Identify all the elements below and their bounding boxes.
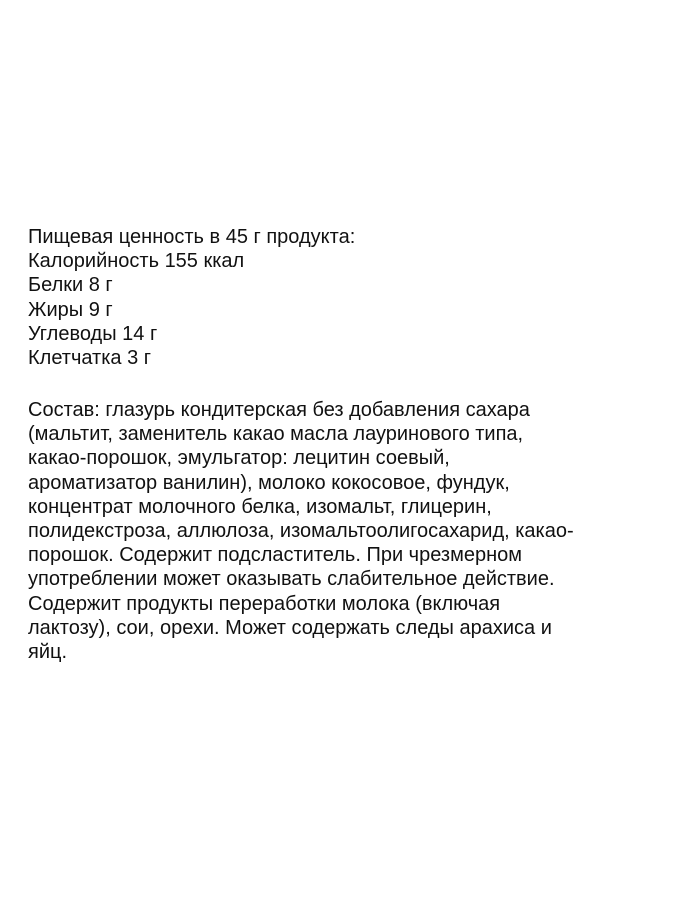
composition-line: (мальтит, заменитель какао масла лауринового типа, — [28, 423, 524, 446]
nutrition-calories: Калорийность 155 ккал — [28, 250, 245, 273]
composition-line: яйц. — [28, 641, 68, 664]
composition-line: Состав: глазурь кондитерская без добавления сахара — [28, 399, 530, 421]
nutrition-protein: Белки 8 г — [28, 274, 113, 297]
composition-line: порошок. Содержит подсластитель. При чрезмерном — [28, 544, 522, 567]
composition-line: лактозу), сои, орехи. Может содержать следы арахиса и — [28, 616, 552, 639]
ingredients-composition — [28, 398, 658, 664]
nutrition-fat: Жиры 9 г — [28, 298, 113, 321]
composition-line: Содержит продукты переработки молока (включая — [28, 592, 501, 615]
nutrition-fiber: Клетчатка 3 г — [28, 347, 152, 370]
composition-line: употреблении может оказывать слабительное действие. — [28, 568, 555, 591]
composition-line: полидекстроза, аллюлоза, изомальтоолигосахарид, какао- — [28, 520, 574, 543]
composition-line: ароматизатор ванилин), молоко кокосовое, фундук, — [28, 471, 510, 494]
composition-line: какао-порошок, эмульгатор: лецитин соевый, — [28, 447, 450, 470]
nutrition-heading: Пищевая ценность в 45 г продукта: — [28, 226, 356, 248]
nutrition-facts — [28, 225, 658, 370]
nutrition-carbohydrates: Углеводы 14 г — [28, 322, 158, 345]
composition-line: концентрат молочного белка, изомальт, глицерин, — [28, 495, 492, 518]
